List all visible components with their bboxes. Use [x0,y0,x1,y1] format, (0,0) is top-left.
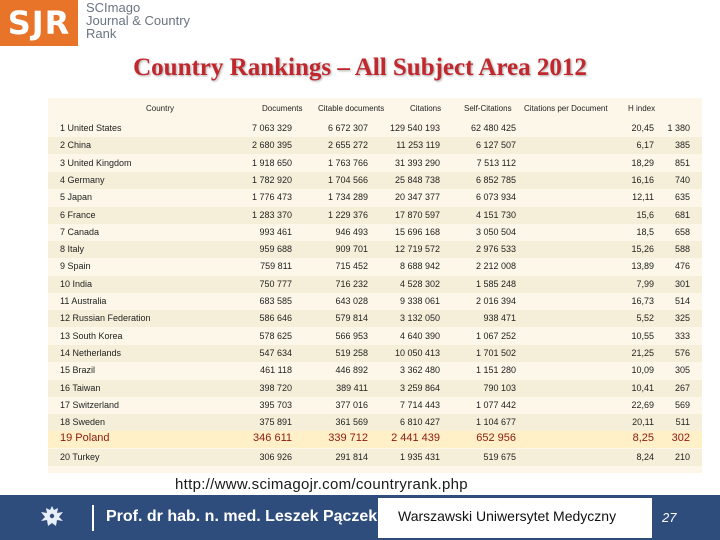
cell-self: 6 852 785 [475,174,516,185]
cell-cpd: 10,41 [631,382,654,393]
cell-documents: 375 891 [259,417,292,428]
col-header-citable: Citable documents [318,104,385,113]
cell-cpd: 20,45 [631,123,654,133]
cell-citations: 10 050 413 [394,347,440,358]
cell-label: 10 India [60,278,93,289]
cell-citable: 946 493 [335,226,368,237]
cell-citations: 4 640 390 [399,330,440,341]
col-header-documents: Documents [262,104,303,113]
cell-cpd: 7,99 [636,278,654,289]
cell-self: 1 104 677 [475,417,516,428]
cell-self: 4 151 730 [475,209,516,220]
table-row [48,120,702,137]
table-row [48,380,702,397]
cell-citations: 6 810 427 [399,417,440,428]
cell-cpd: 22,69 [631,399,654,410]
table-row [48,172,702,189]
cell-citable: 291 814 [335,451,368,462]
cell-documents: 2 680 395 [251,140,292,151]
cell-documents: 578 625 [259,330,292,341]
cell-self: 2 212 008 [475,261,516,272]
cell-citations: 20 347 377 [394,192,440,203]
cell-label: 6 France [60,209,96,220]
cell-self: 7 513 112 [476,157,516,168]
cell-citable: 6 672 307 [327,123,368,133]
cell-documents: 1 776 473 [251,192,292,203]
logo-line-1: SCImago [86,0,141,15]
cell-h: 681 [674,209,690,220]
cell-cpd: 10,55 [631,330,654,341]
cell-citations: 15 696 168 [394,226,440,237]
cell-citations: 7 714 443 [399,399,440,410]
cell-citable: 339 712 [328,432,368,445]
cell-citable: 579 814 [335,313,368,324]
cell-citable: 1 704 566 [327,174,368,185]
cell-h: 476 [674,261,690,272]
table-row [48,224,702,241]
cell-label: 12 Russian Federation [60,313,151,324]
sjr-logo-mark: SJR [0,0,78,46]
logo-line-3: Rank [86,26,117,41]
table-row [48,241,702,258]
cell-citations: 31 393 290 [394,157,440,168]
cell-label: 8 Italy [60,244,85,255]
cell-self: 519 675 [483,451,516,462]
cell-cpd: 18,5 [636,226,654,237]
cell-h: 1 380 [667,123,690,133]
cell-self: 652 956 [476,432,516,445]
cell-cpd: 21,25 [631,347,654,358]
cell-citations: 3 362 480 [399,365,440,376]
cell-h: 514 [674,296,690,306]
cell-cpd: 13,89 [631,261,654,272]
cell-citable: 519 258 [335,347,368,358]
author-name: Prof. dr hab. n. med. Leszek Pączek [106,508,378,525]
col-header-h-index: H index [628,104,656,113]
cell-h: 576 [674,347,690,358]
col-header-country: Country [146,104,175,113]
cell-cpd: 18,29 [631,157,654,168]
cell-label: 18 Sweden [60,417,106,428]
cell-label: 14 Netherlands [60,347,122,358]
cell-h: 588 [674,244,690,255]
cell-citations: 8 688 942 [399,261,440,272]
source-url[interactable]: http://www.scimagojr.com/countryrank.php [175,476,468,493]
cell-documents: 759 811 [260,261,292,272]
table-row [48,207,702,224]
cell-h: 658 [674,226,690,237]
cell-documents: 1 283 370 [251,209,292,220]
cell-citable: 1 763 766 [327,157,368,168]
cell-h: 569 [674,399,690,410]
cell-h: 851 [674,157,690,168]
eagle-emblem-icon [38,503,66,531]
col-header-citations: Citations [410,104,442,113]
table-row [48,328,702,345]
cell-citations: 129 540 193 [389,123,440,133]
cell-self: 6 073 934 [475,192,516,203]
cell-documents: 395 703 [259,399,292,410]
table-row [48,293,702,310]
cell-citations: 4 528 302 [399,278,440,289]
sjr-logo [0,0,216,46]
cell-citable: 2 655 272 [327,140,368,151]
table-row [48,310,702,327]
cell-documents: 547 634 [259,347,292,358]
cell-self: 790 103 [483,382,516,393]
cell-documents: 1 918 650 [251,157,292,168]
cell-label: 17 Switzerland [60,399,120,410]
cell-documents: 7 063 329 [251,123,292,133]
cell-citations: 3 259 864 [399,382,440,393]
cell-citable: 1 734 289 [327,192,368,203]
cell-h: 333 [674,330,690,341]
cell-h: 267 [674,382,690,393]
cell-citable: 715 452 [335,261,368,272]
page-number: 27 [662,510,677,525]
table-row [48,345,702,362]
table-row [48,276,702,293]
cell-h: 210 [674,451,690,462]
table-row [48,155,702,172]
cell-label: 9 Spain [60,261,91,272]
cell-cpd: 5,52 [636,313,654,324]
cell-documents: 1 782 920 [251,174,292,185]
cell-self: 6 127 507 [475,140,516,151]
cell-self: 2 016 394 [475,296,516,306]
cell-citations: 17 870 597 [394,209,440,220]
cell-self: 1 067 252 [475,330,516,341]
cell-citable: 643 028 [335,296,368,306]
cell-h: 301 [674,278,690,289]
cell-cpd: 8,25 [632,432,654,445]
sjr-logo-text [78,0,190,46]
cell-label: 16 Taiwan [60,382,101,393]
footer-bar [0,495,720,540]
cell-cpd: 16,16 [631,174,654,185]
cell-citable: 389 411 [336,382,368,393]
cell-label: 2 China [60,140,92,151]
cell-citable: 377 016 [335,399,368,410]
cell-label: 15 Brazil [60,365,96,376]
cell-citable: 1 229 376 [327,209,368,220]
table-row [48,397,702,414]
table-row [48,431,702,448]
cell-self: 62 480 425 [470,123,516,133]
cell-label: 1 United States [60,123,122,133]
cell-cpd: 16,73 [631,296,654,306]
table-row [48,189,702,206]
cell-documents: 993 461 [259,226,292,237]
cell-documents: 750 777 [259,278,292,289]
cell-label: 4 Germany [60,174,105,185]
cell-self: 3 050 504 [475,226,516,237]
cell-self: 938 471 [483,313,516,324]
cell-citations: 11 253 119 [396,140,440,151]
table-row [48,137,702,154]
cell-label: 19 Poland [60,432,110,445]
cell-cpd: 15,6 [636,209,654,220]
cell-h: 325 [674,313,690,324]
footer-separator [92,505,94,531]
logo-line-2: Journal & Country [86,13,191,28]
cell-self: 1 701 502 [475,347,516,358]
cell-h: 511 [675,417,690,428]
cell-documents: 683 585 [259,296,292,306]
cell-self: 1 077 442 [475,399,516,410]
cell-citable: 716 232 [335,278,368,289]
cell-documents: 461 118 [260,365,292,376]
table-row [48,414,702,431]
cell-citable: 361 569 [335,417,368,428]
cell-self: 1 585 248 [475,278,516,289]
cell-cpd: 10,09 [631,365,654,376]
table-row [48,449,702,466]
cell-cpd: 15,26 [631,244,654,255]
cell-h: 385 [674,140,690,151]
cell-cpd: 6,17 [636,140,654,151]
cell-citations: 3 132 050 [399,313,440,324]
slide-title: Country Rankings – All Subject Area 2012 [133,54,587,81]
cell-documents: 586 646 [259,313,292,324]
cell-cpd: 12,11 [632,192,654,203]
cell-label: 20 Turkey [60,451,100,462]
cell-h: 740 [674,174,690,185]
cell-citations: 9 338 061 [399,296,440,306]
cell-citations: 25 848 738 [394,174,440,185]
university-name: Warszawski Uniwersytet Medyczny [398,508,617,524]
cell-documents: 398 720 [259,382,292,393]
cell-documents: 306 926 [259,451,292,462]
cell-h: 302 [671,432,690,445]
cell-citable: 446 892 [335,365,368,376]
cell-self: 2 976 533 [475,244,516,255]
cell-label: 7 Canada [60,226,100,237]
cell-cpd: 8,24 [636,451,654,462]
cell-citable: 909 701 [335,244,368,255]
table-row [48,362,702,379]
cell-citations: 1 935 431 [399,451,440,462]
cell-h: 635 [674,192,690,203]
cell-citations: 2 441 439 [391,432,440,445]
cell-h: 305 [674,365,690,376]
col-header-self-citations: Self-Citations [464,104,512,113]
cell-label: 13 South Korea [60,330,123,341]
cell-citable: 566 953 [335,330,368,341]
table-row [48,258,702,275]
cell-self: 1 151 280 [475,365,516,376]
cell-cpd: 20,11 [632,417,654,428]
cell-citations: 12 719 572 [394,244,440,255]
col-header-cpd: Citations per Document [524,104,608,113]
cell-documents: 346 611 [253,432,292,445]
cell-label: 11 Australia [60,296,107,306]
cell-label: 3 United Kingdom [60,157,132,168]
cell-label: 5 Japan [60,192,93,203]
cell-documents: 959 688 [259,244,292,255]
